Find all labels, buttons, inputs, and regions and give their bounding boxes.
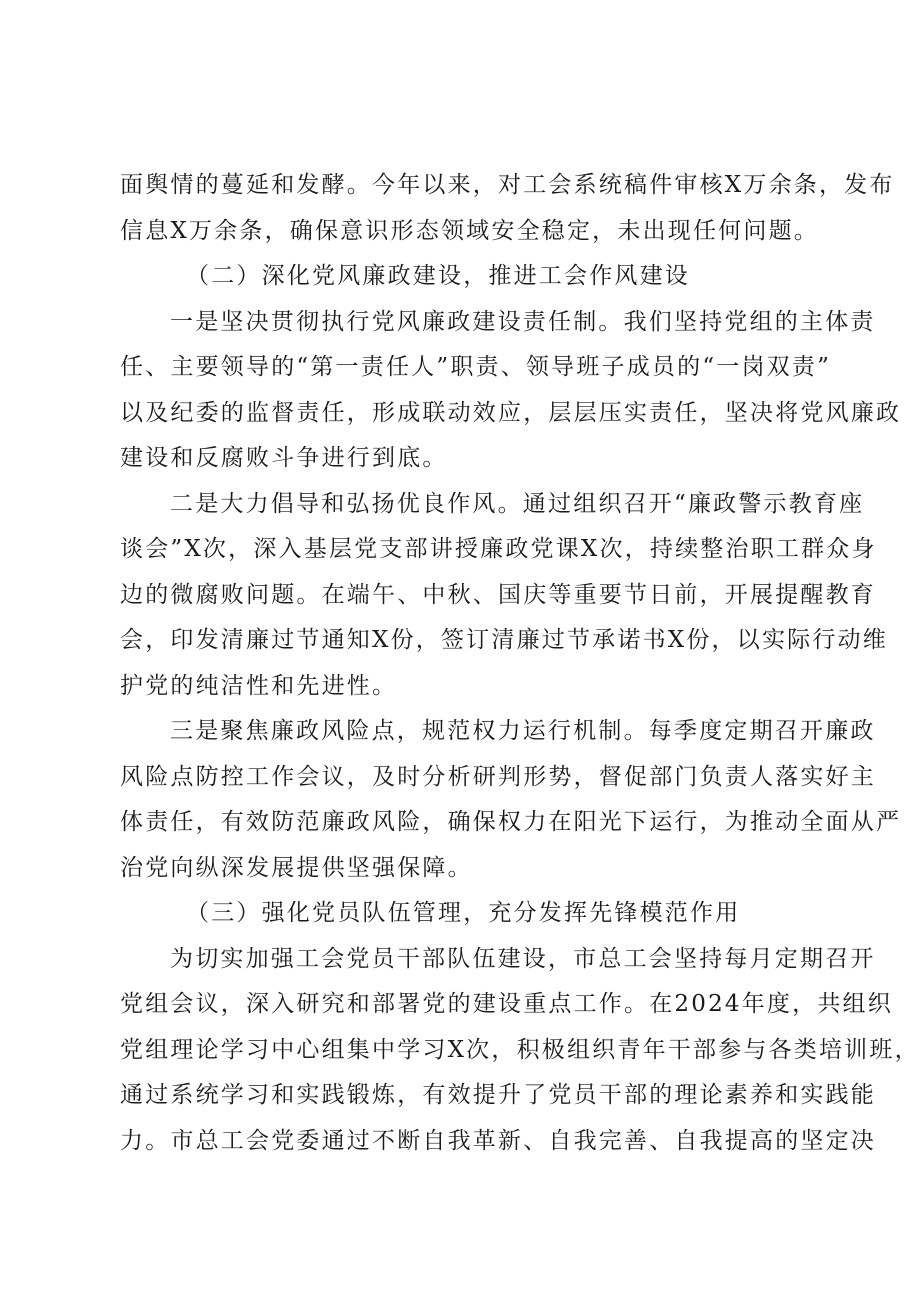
text-line: 信息X万余条，确保意识形态领域安全稳定，未出现任何问题。 [120, 217, 819, 244]
text-line: 会，印发清廉过节通知X份，签订清廉过节承诺书X份，以实际行动维 [120, 627, 888, 653]
text-line: 谈会”X次，深入基层党支部讲授廉政党课X次，持续整治职工群众身 [120, 536, 877, 562]
paragraph-first-line: 一是坚决贯彻执行党风廉政建设责任制。我们坚持党组的主体责 [170, 308, 876, 335]
text-line: 任、主要领导的“第一责任人”职责、领导班子成员的“一岗双责” [120, 354, 832, 380]
document-body [120, 163, 920, 1164]
text-line: 面舆情的蔓延和发酵。今年以来，对工会系统稿件审核X万余条，发布 [120, 172, 895, 198]
text-line: 党组理论学习中心组集中学习X次，积极组织青年干部参与各类培训班， [120, 1036, 920, 1063]
paragraph-first-line: 三是聚焦廉政风险点，规范权力运行机制。每季度定期召开廉政 [170, 718, 876, 744]
text-line: 以及纪委的监督责任，形成联动效应，层层压实责任，坚决将党风廉政 [120, 399, 902, 426]
paragraph-first-line: 二是大力倡导和弘扬优良作风。通过组织召开“廉政警示教育座 [170, 490, 865, 517]
section-heading: （三）强化党员队伍管理，充分发挥先锋模范作用 [186, 900, 741, 926]
text-line: 边的微腐败问题。在端午、中秋、国庆等重要节日前，开展提醒教育 [120, 581, 876, 608]
section-heading: （二）深化党风廉政建设，推进工会作风建设 [186, 263, 690, 289]
text-line: 风险点防控工作会议，及时分析研判形势，督促部门负责人落实好主 [120, 763, 876, 790]
text-line: 护党的纯洁性和先进性。 [120, 672, 398, 699]
text-line: 治党向纵深发展提供坚强保障。 [120, 854, 473, 881]
text-line: 通过系统学习和实践锻炼，有效提升了党员干部的理论素养和实践能 [120, 1082, 876, 1108]
text-line: 力。市总工会党委通过不断自我革新、自我完善、自我提高的坚定决 [120, 1127, 876, 1154]
text-line: 体责任，有效防范廉政风险，确保权力在阳光下运行，为推动全面从严 [120, 809, 902, 835]
text-line: 建设和反腐败斗争进行到底。 [120, 445, 448, 471]
text-line: 党组会议，深入研究和部署党的建设重点工作。在2024年度，共组织 [120, 991, 893, 1017]
paragraph-first-line: 为切实加强工会党员干部队伍建设，市总工会坚持每月定期召开 [170, 945, 876, 972]
